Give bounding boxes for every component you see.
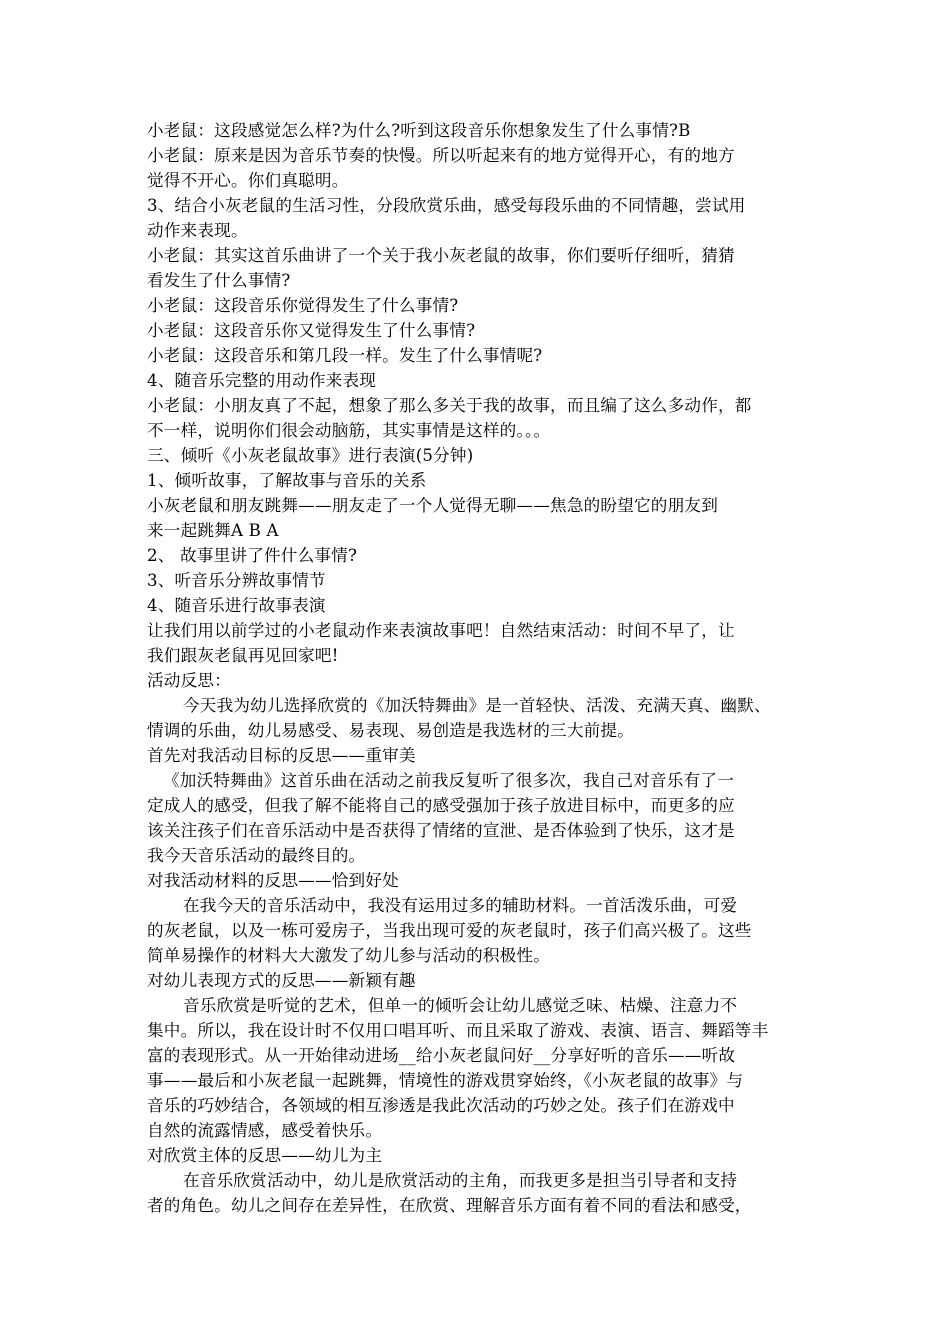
text-line: 4、随音乐完整的用动作来表现 <box>147 371 377 390</box>
text-line: 小老鼠：这段音乐你又觉得发生了什么事情? <box>147 321 476 340</box>
text-line: 在音乐欣赏活动中，幼儿是欣赏活动的主角，而我更多是担当引导者和支持 <box>183 1171 738 1190</box>
document-body <box>147 118 815 1218</box>
text-line: 音乐欣赏是听觉的艺术，但单一的倾听会让幼儿感觉乏味、枯燥、注意力不 <box>183 996 738 1015</box>
text-line: 对幼儿表现方式的反思——新颖有趣 <box>147 971 416 990</box>
text-line: 定成人的感受，但我了解不能将自己的感受强加于孩子放进目标中，而更多的应 <box>147 796 735 815</box>
text-line: 的灰老鼠，以及一栋可爱房子，当我出现可爱的灰老鼠时，孩子们高兴极了。这些 <box>147 921 752 940</box>
text-line: 看发生了什么事情? <box>147 271 291 290</box>
text-line: 来一起跳舞A B A <box>147 521 279 540</box>
text-line: 2、 故事里讲了件什么事情? <box>147 546 358 565</box>
text-line: 集中。所以，我在设计时不仅用口唱耳听、而且采取了游戏、表演、语言、舞蹈等丰 <box>147 1021 769 1040</box>
text-line: 简单易操作的材料大大激发了幼儿参与活动的积极性。 <box>147 946 551 965</box>
text-line: 3、结合小灰老鼠的生活习性，分段欣赏乐曲，感受每段乐曲的不同情趣，尝试用 <box>147 196 746 215</box>
text-line: 《加沃特舞曲》这首乐曲在活动之前我反复听了很多次，我自己对音乐有了一 <box>163 771 734 790</box>
text-line: 1、倾听故事，了解故事与音乐的关系 <box>147 471 427 490</box>
text-line: 小老鼠：小朋友真了不起，想象了那么多关于我的故事，而且编了这么多动作，都 <box>147 396 752 415</box>
text-line: 4、随音乐进行故事表演 <box>147 596 326 615</box>
text-line: 小老鼠：其实这首乐曲讲了一个关于我小灰老鼠的故事，你们要听仔细听，猜猜 <box>147 246 735 265</box>
text-line: 我今天音乐活动的最终目的。 <box>147 846 366 865</box>
text-line: 三、倾听《小灰老鼠故事》进行表演(5分钟) <box>147 446 474 465</box>
text-line: 富的表现形式。从一开始律动进场__给小灰老鼠问好__分享好听的音乐——听故 <box>147 1046 736 1065</box>
text-line: 自然的流露情感，感受着快乐。 <box>147 1121 383 1140</box>
text-line: 我们跟灰老鼠再见回家吧! <box>147 646 339 665</box>
text-line: 对我活动材料的反思——恰到好处 <box>147 871 399 890</box>
text-line: 小老鼠：这段音乐和第几段一样。发生了什么事情呢? <box>147 346 543 365</box>
text-line: 首先对我活动目标的反思——重审美 <box>147 746 416 765</box>
text-line: 对欣赏主体的反思——幼儿为主 <box>147 1146 383 1165</box>
text-line: 今天我为幼儿选择欣赏的《加沃特舞曲》是一首轻快、活泼、充满天真、幽默、 <box>183 696 771 715</box>
text-line: 活动反思： <box>147 671 231 690</box>
text-line: 不一样，说明你们很会动脑筋，其实事情是这样的。。。 <box>147 421 551 440</box>
text-line: 者的角色。幼儿之间存在差异性，在欣赏、理解音乐方面有着不同的看法和感受， <box>147 1196 752 1215</box>
text-line: 该关注孩子们在音乐活动中是否获得了情绪的宣泄、是否体验到了快乐，这才是 <box>147 821 735 840</box>
text-line: 情调的乐曲，幼儿易感受、易表现、易创造是我选材的三大前提。 <box>147 721 635 740</box>
text-line: 在我今天的音乐活动中，我没有运用过多的辅助材料。一首活泼乐曲，可爱 <box>183 896 738 915</box>
text-line: 小老鼠：这段音乐你觉得发生了什么事情? <box>147 296 459 315</box>
text-line: 小老鼠：原来是因为音乐节奏的快慢。所以听起来有的地方觉得开心，有的地方 <box>147 146 735 165</box>
text-line: 小老鼠：这段感觉怎么样?为什么?听到这段音乐你想象发生了什么事情?B <box>147 121 691 140</box>
text-line: 小灰老鼠和朋友跳舞——朋友走了一个人觉得无聊——焦急的盼望它的朋友到 <box>147 496 718 515</box>
text-line: 觉得不开心。你们真聪明。 <box>147 171 349 190</box>
text-line: 让我们用以前学过的小老鼠动作来表演故事吧！自然结束活动：时间不早了，让 <box>147 621 735 640</box>
text-line: 动作来表现。 <box>147 221 248 240</box>
text-line: 音乐的巧妙结合，各领域的相互渗透是我此次活动的巧妙之处。孩子们在游戏中 <box>147 1096 735 1115</box>
text-line: 3、听音乐分辨故事情节 <box>147 571 326 590</box>
text-line: 事——最后和小灰老鼠一起跳舞，情境性的游戏贯穿始终，《小灰老鼠的故事》与 <box>147 1071 744 1090</box>
